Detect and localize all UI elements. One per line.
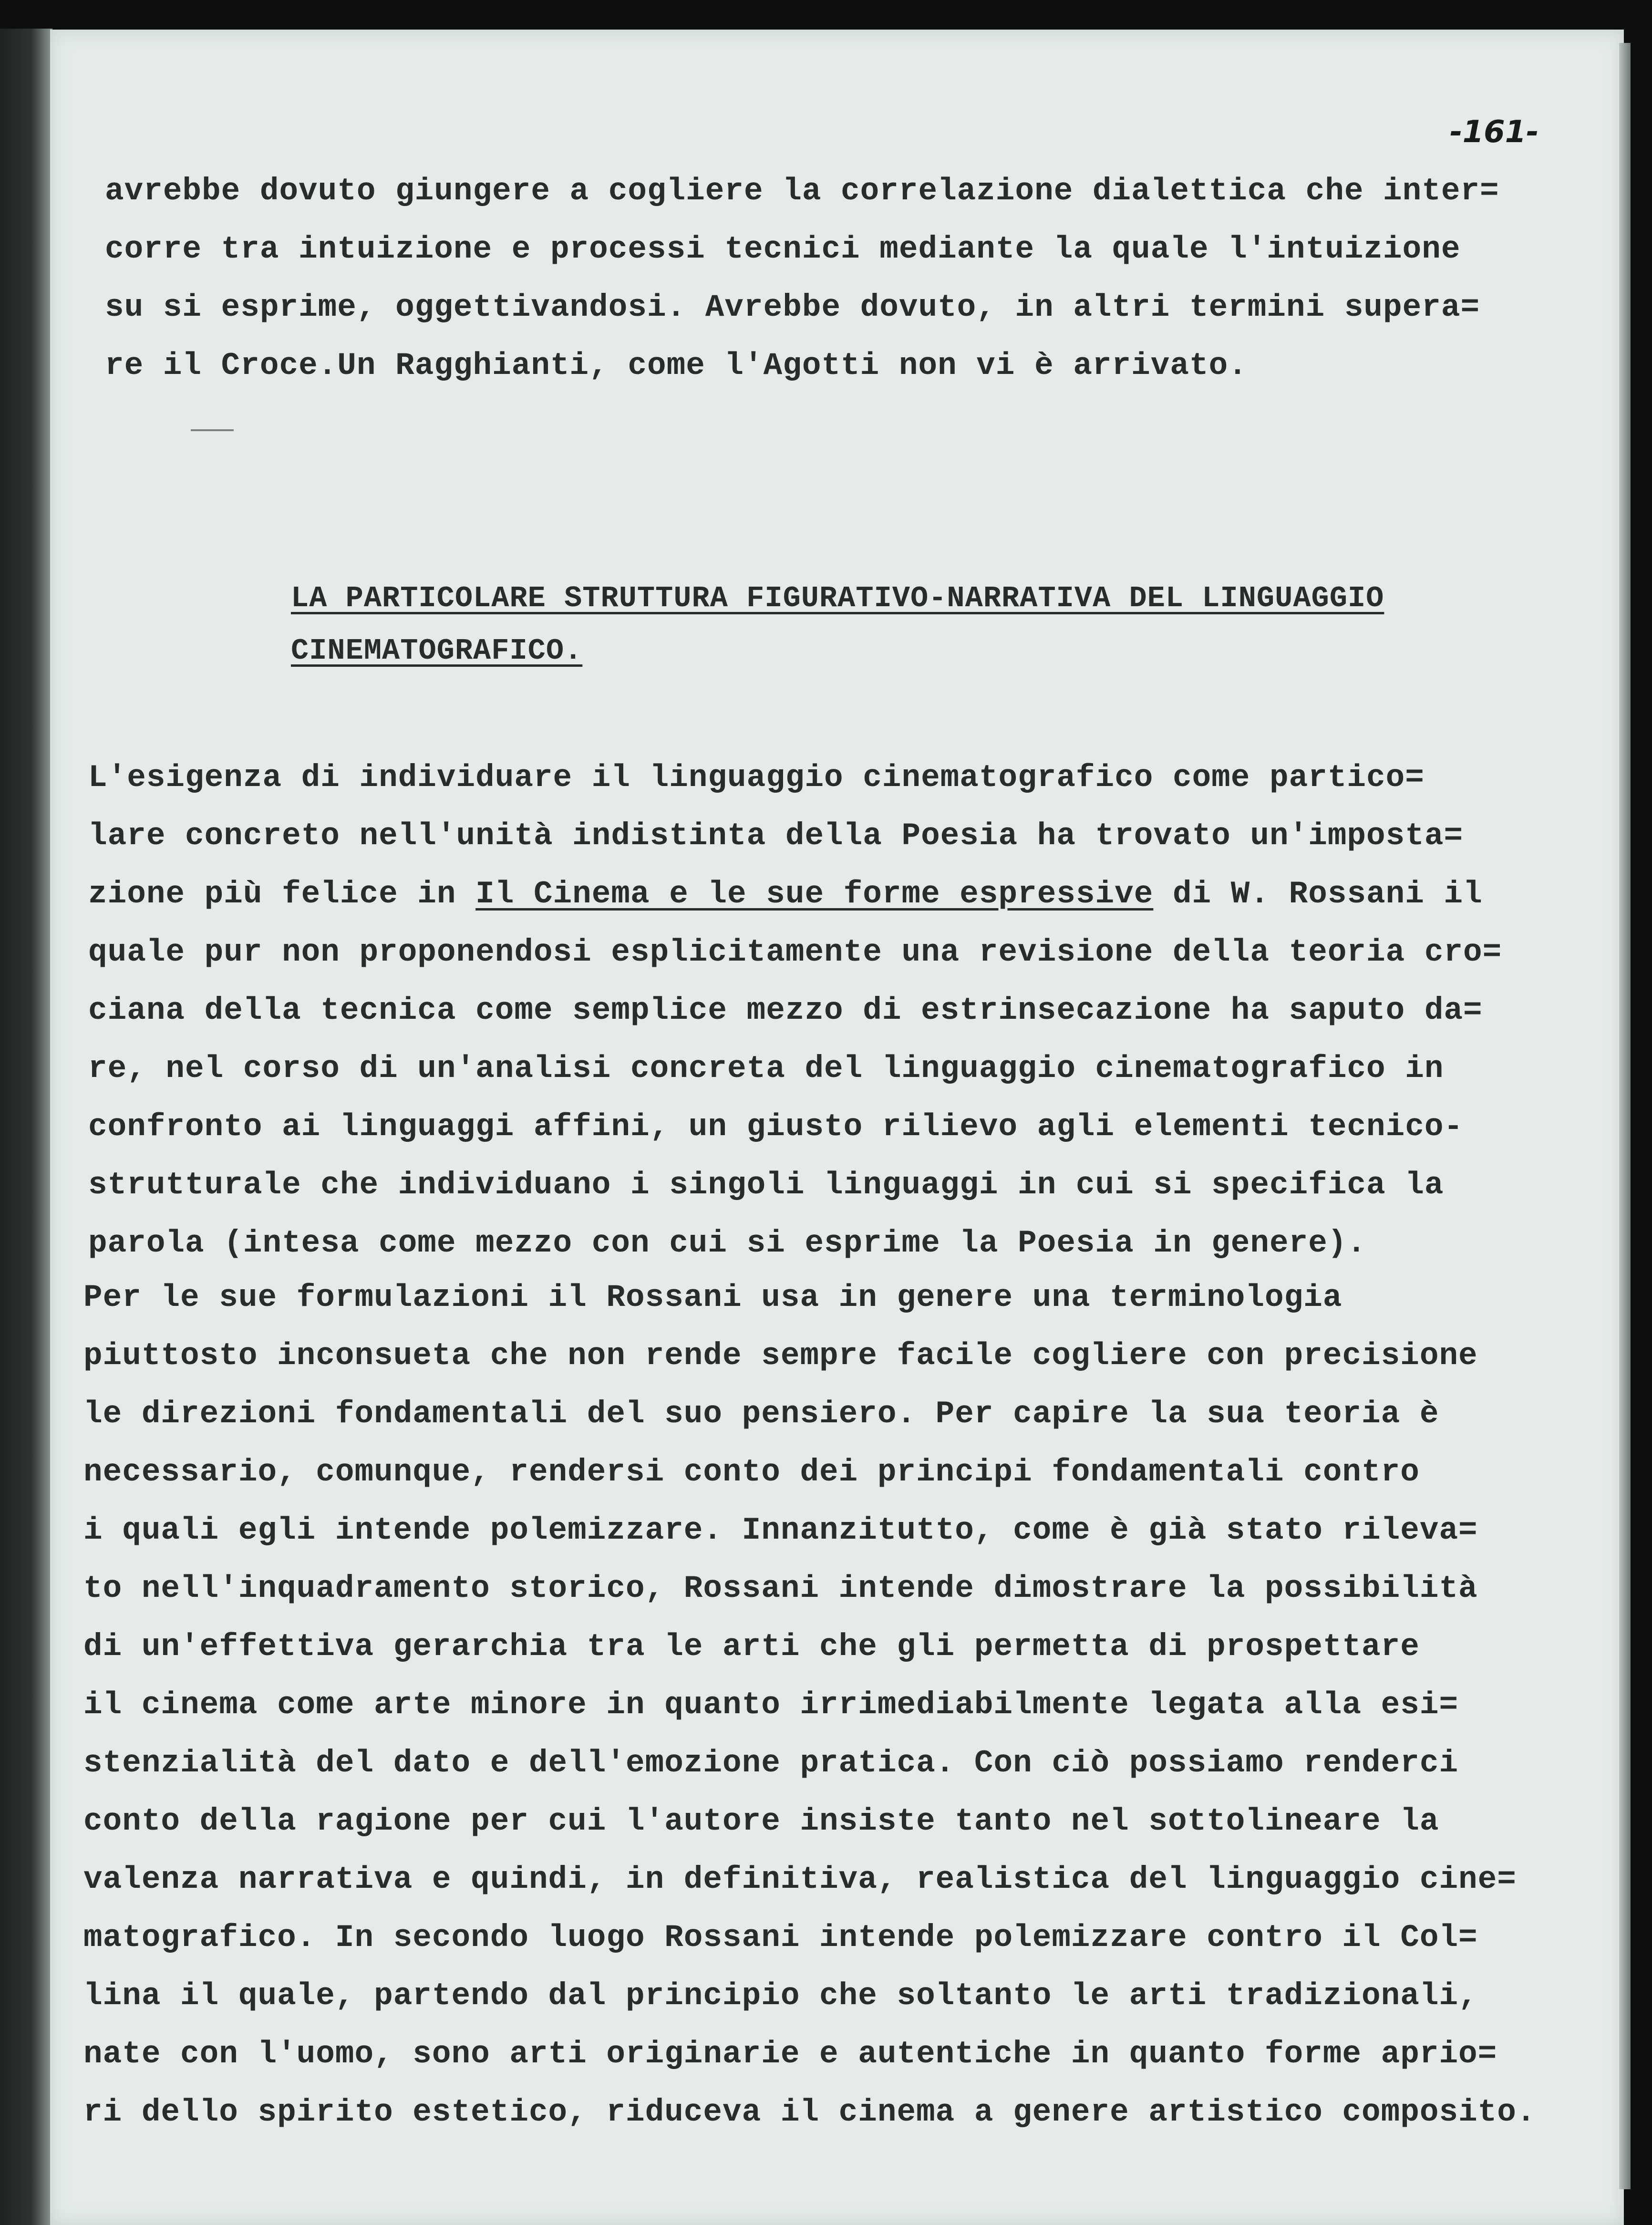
text-line: ciana della tecnica come semplice mezzo di estrinsecazione ha saputo da= (88, 993, 1483, 1028)
text-line: re, nel corso di un'analisi concreta del linguaggio cinematografico in (88, 1051, 1444, 1087)
text-line: su si esprime, oggettivandosi. Avrebbe dovuto, in altri termini supera= (105, 290, 1480, 325)
book-title: Il Cinema e le sue forme espressive (475, 876, 1154, 912)
text-line: corre tra intuizione e processi tecnici mediante la quale l'intuizione (105, 231, 1461, 267)
text-line: lare concreto nell'unità indistinta della Poesia ha trovato un'imposta= (88, 818, 1464, 854)
text-segment: zione più felice in (88, 876, 476, 912)
text-line: ri dello spirito estetico, riduceva il cinema a genere artistico composito. (83, 2094, 1536, 2130)
text-line: lina il quale, partendo dal principio che soltanto le arti tradizionali, (83, 1978, 1478, 2014)
text-line: il cinema come arte minore in quanto irrimediabilmente legata alla esi= (83, 1687, 1459, 1723)
text-line: piuttosto inconsueta che non rende sempre facile cogliere con precisione (83, 1338, 1478, 1374)
paragraph-2 (83, 1269, 1536, 2142)
text-line: necessario, comunque, rendersi conto dei principi fondamentali contro (83, 1454, 1420, 1490)
heading-line: CINEMATOGRAFICO. (291, 634, 583, 668)
text-line: Per le sue formulazioni il Rossani usa in genere una terminologia (83, 1280, 1342, 1315)
text-line: le direzioni fondamentali del suo pensiero. Per capire la sua teoria è (83, 1396, 1439, 1432)
text-line: i quali egli intende polemizzare. Innanzitutto, come è già stato rileva= (83, 1512, 1478, 1548)
text-line: quale pur non proponendosi esplicitamente una revisione della teoria cro= (88, 934, 1502, 970)
pencil-dash-mark (191, 429, 234, 431)
text-line: strutturale che individuano i singoli linguaggi in cui si specifica la (88, 1167, 1444, 1203)
text-line: avrebbe dovuto giungere a cogliere la correlazione dialettica che inter= (105, 173, 1499, 209)
text-line: to nell'inquadramento storico, Rossani intende dimostrare la possibilità (83, 1571, 1478, 1606)
text-line: parola (intesa come mezzo con cui si esprime la Poesia in genere). (88, 1225, 1367, 1261)
binding-edge (0, 29, 52, 2225)
paragraph-1 (88, 749, 1502, 1273)
text-line: conto della ragione per cui l'autore insiste tanto nel sottolineare la (83, 1803, 1439, 1839)
page-number: -161- (1450, 114, 1539, 150)
heading-line: LA PARTICOLARE STRUTTURA FIGURATIVO-NARRATIVA DEL LINGUAGGIO (291, 581, 1384, 615)
text-line: re il Croce.Un Ragghianti, come l'Agotti non vi è arrivato. (105, 348, 1248, 383)
page-edge-fold (1619, 43, 1631, 2189)
intro-paragraph (105, 162, 1499, 395)
text-line: L'esigenza di individuare il linguaggio cinematografico come partico= (88, 760, 1425, 796)
text-line: valenza narrativa e quindi, in definitiva, realistica del linguaggio cine= (83, 1862, 1517, 1897)
text-line: confronto ai linguaggi affini, un giusto rilievo agli elementi tecnico- (88, 1109, 1464, 1145)
text-line: nate con l'uomo, sono arti originarie e autentiche in quanto forme aprio= (83, 2036, 1497, 2072)
text-line (88, 865, 1502, 923)
text-line: di un'effettiva gerarchia tra le arti che gli permetta di prospettare (83, 1629, 1420, 1665)
text-line: matografico. In secondo luogo Rossani intende polemizzare contro il Col= (83, 1920, 1478, 1956)
text-segment: di W. Rossani il (1153, 876, 1483, 912)
section-heading (291, 572, 1384, 677)
text-line: stenzialità del dato e dell'emozione pratica. Con ciò possiamo renderci (83, 1745, 1459, 1781)
